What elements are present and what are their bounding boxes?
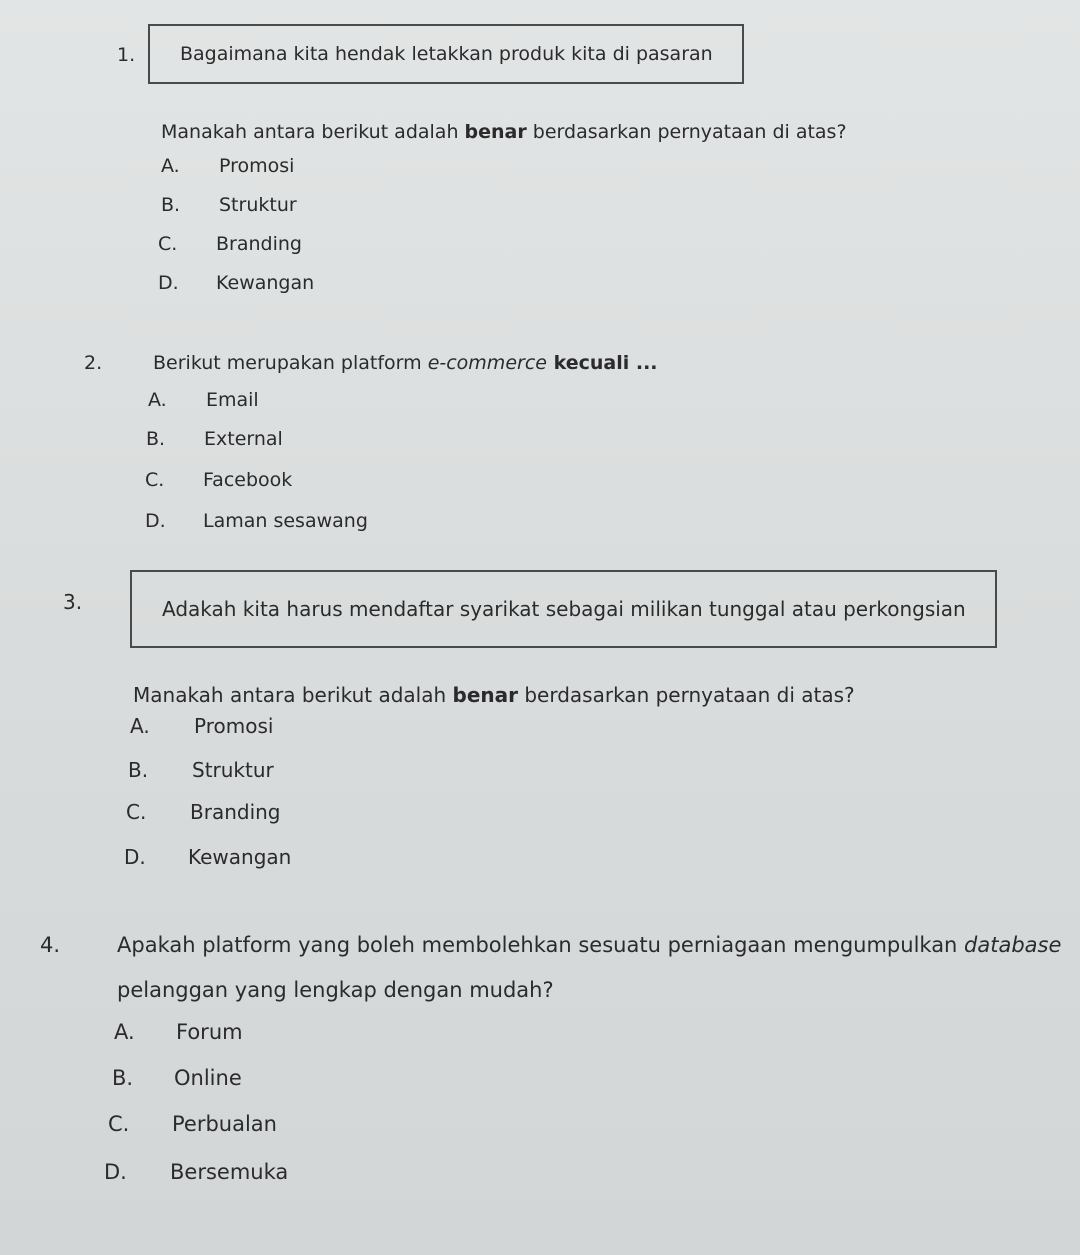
option-letter: C.: [145, 469, 165, 491]
option-letter: D.: [124, 845, 146, 869]
option-text: Promosi: [219, 155, 295, 177]
question-3-option-b[interactable]: [128, 758, 274, 782]
question-3-prompt-text: Manakah antara berikut adalah: [133, 683, 453, 707]
question-4-option-a[interactable]: [114, 1020, 243, 1044]
question-4-prompt-text: Apakah platform yang boleh membolehkan sesuatu perniagaan mengumpulkan: [117, 933, 965, 957]
question-3-prompt-bold: benar: [452, 683, 518, 707]
question-1-prompt: [161, 121, 847, 143]
option-text: Laman sesawang: [203, 510, 368, 532]
question-1-option-a[interactable]: [161, 155, 294, 177]
question-1-option-b[interactable]: [161, 194, 297, 216]
question-4-option-b[interactable]: [112, 1066, 242, 1090]
question-1-statement-box: [148, 24, 744, 84]
question-3-number: 3.: [63, 590, 83, 614]
question-3-prompt-text-end: berdasarkan pernyataan di atas?: [518, 683, 855, 707]
option-text: Struktur: [192, 758, 274, 782]
option-text: Bersemuka: [170, 1160, 289, 1184]
option-text: Online: [174, 1066, 242, 1090]
question-1-statement: Bagaimana kita hendak letakkan produk kita di pasaran: [180, 43, 713, 65]
question-1-prompt-bold: benar: [464, 121, 527, 143]
question-4-option-d[interactable]: [104, 1160, 288, 1184]
question-3-option-d[interactable]: [124, 845, 291, 869]
question-1-prompt-text-end: berdasarkan pernyataan di atas?: [526, 121, 847, 143]
question-3-prompt: [133, 683, 855, 707]
question-1-option-c[interactable]: [158, 233, 302, 255]
option-letter: D.: [145, 510, 166, 532]
option-letter: B.: [146, 428, 166, 450]
question-2-option-a[interactable]: [148, 389, 259, 411]
option-text: Branding: [190, 800, 281, 824]
question-3-statement-box: [130, 570, 997, 648]
question-2-number: 2.: [84, 352, 103, 374]
option-letter: C.: [108, 1112, 130, 1136]
option-letter: A.: [148, 389, 167, 411]
option-letter: B.: [128, 758, 149, 782]
question-2-prompt: [153, 352, 658, 374]
option-letter: A.: [130, 714, 150, 738]
question-1-number: 1.: [117, 44, 136, 66]
question-2-option-c[interactable]: [145, 469, 292, 491]
option-text: Kewangan: [188, 845, 292, 869]
option-letter: A.: [161, 155, 180, 177]
question-1-prompt-text: Manakah antara berikut adalah: [161, 121, 465, 143]
question-2-option-d[interactable]: [145, 510, 368, 532]
option-letter: B.: [161, 194, 181, 216]
option-text: Branding: [216, 233, 302, 255]
question-4-prompt-line-1: [117, 933, 1061, 957]
option-letter: D.: [104, 1160, 127, 1184]
option-text: External: [204, 428, 283, 450]
question-2-prompt-italic: e-commerce: [427, 352, 547, 374]
option-text: Facebook: [203, 469, 293, 491]
question-1-option-d[interactable]: [158, 272, 314, 294]
question-2-prompt-bold: kecuali ...: [546, 352, 658, 374]
option-text: Struktur: [219, 194, 297, 216]
question-3-option-a[interactable]: [130, 714, 273, 738]
option-letter: D.: [158, 272, 179, 294]
option-letter: C.: [158, 233, 178, 255]
option-text: Perbualan: [172, 1112, 277, 1136]
question-4-number: 4.: [40, 933, 61, 957]
option-letter: A.: [114, 1020, 135, 1044]
question-4-prompt-line-2: pelanggan yang lengkap dengan mudah?: [117, 978, 554, 1002]
question-4-option-c[interactable]: [108, 1112, 277, 1136]
question-3-statement: Adakah kita harus mendaftar syarikat sebagai milikan tunggal atau perkongsian: [162, 597, 966, 621]
question-3-option-c[interactable]: [126, 800, 281, 824]
option-text: Kewangan: [216, 272, 315, 294]
option-text: Email: [206, 389, 259, 411]
option-text: Promosi: [194, 714, 274, 738]
option-letter: B.: [112, 1066, 134, 1090]
option-letter: C.: [126, 800, 147, 824]
question-2-prompt-text: Berikut merupakan platform: [153, 352, 428, 374]
option-text: Forum: [176, 1020, 243, 1044]
question-2-option-b[interactable]: [146, 428, 283, 450]
question-4-prompt-italic: database: [964, 933, 1062, 957]
